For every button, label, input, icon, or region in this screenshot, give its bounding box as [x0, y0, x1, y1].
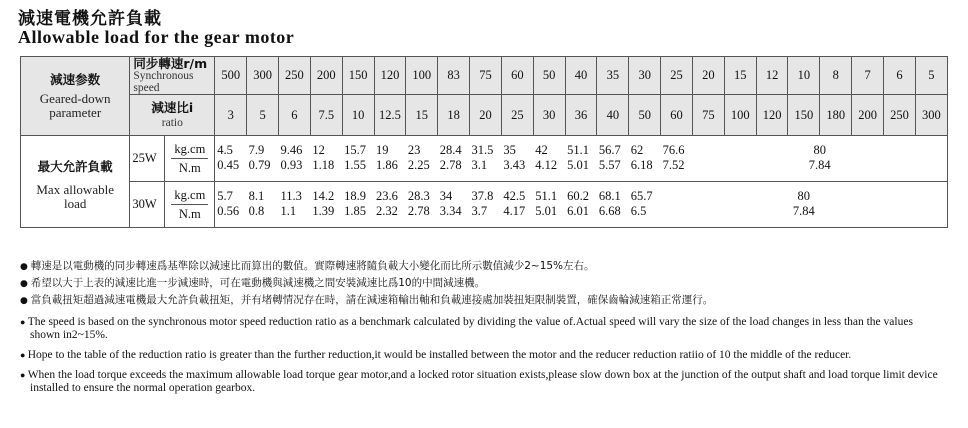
ratio-cell: 75 — [692, 95, 724, 136]
ratio-cell: 20 — [470, 95, 502, 136]
ratio-label-cell — [130, 95, 215, 136]
note-cn-text: 希望以大于上表的減速比進一步減速時，可在電動機與減速機之間安裝減速比爲10的中間減速機。 — [30, 277, 486, 289]
load-kgcm-value: 68.1 — [598, 188, 621, 203]
unit-cell — [165, 182, 215, 228]
load-nm-value: 5.57 — [598, 157, 621, 172]
load-row — [21, 136, 948, 182]
load-value-cell — [310, 182, 342, 228]
unit-kgcm: kg.cm — [171, 143, 208, 159]
load-nm-value: 2.78 — [407, 203, 430, 218]
note-cn-item — [20, 292, 713, 309]
load-value-cell — [247, 182, 279, 228]
load-kgcm-value: 4.5 — [217, 142, 233, 157]
speed-cell: 50 — [533, 57, 565, 95]
note-en-text: When the load torque exceeds the maximum allowable load torque gear motor,and a locked rotor situation exists,please slow down box at the junction of the output shaft and load torque limit device installed to ensure the normal operation gearbox. — [27, 369, 938, 394]
load-value-cell — [247, 136, 279, 182]
load-kgcm-value: 12 — [312, 142, 325, 157]
speed-cell: 12 — [756, 57, 788, 95]
load-value-cell — [278, 182, 310, 228]
load-value-cell — [533, 182, 565, 228]
ratio-cell: 200 — [852, 95, 884, 136]
note-en-text: Hope to the table of the reduction ratio is greater than the further reduction,it would be installed between the motor and the reducer reduction ratiio of 10 the middle of the reducer. — [27, 349, 852, 361]
power-cell: 30W — [130, 182, 165, 228]
load-kgcm-value: 9.46 — [280, 142, 303, 157]
load-nm-value: 6.68 — [598, 203, 621, 218]
load-nm-value: 5.01 — [535, 203, 558, 218]
load-nm-value: 3.43 — [503, 157, 526, 172]
load-value-cell — [533, 136, 565, 182]
ratio-cell: 250 — [884, 95, 916, 136]
load-nm-value: 1.86 — [376, 157, 398, 172]
load-nm-value: 4.12 — [535, 157, 558, 172]
load-value-cell — [406, 136, 438, 182]
load-kgcm-value: 5.7 — [217, 188, 233, 203]
load-value-cell — [438, 136, 470, 182]
unit-cell — [165, 136, 215, 182]
speed-cell: 15 — [724, 57, 756, 95]
note-cn-text: 轉速是以電動機的同步轉速爲基準除以減速比而算出的數值。實際轉速將隨負載大小變化而比所示數值減少2~15%左右。 — [30, 260, 595, 272]
ratio-cell: 15 — [406, 95, 438, 136]
speed-cell: 200 — [310, 57, 342, 95]
load-kgcm-value: 14.2 — [312, 188, 335, 203]
load-kgcm-value: 15.7 — [344, 142, 367, 157]
load-kgcm-value: 42.5 — [503, 188, 526, 203]
speed-cell: 35 — [597, 57, 629, 95]
load-nm-value: 0.79 — [248, 157, 271, 172]
load-kgcm-value: 51.1 — [567, 142, 589, 157]
max-load-cell — [692, 136, 947, 182]
unit-nm: N.m — [178, 206, 201, 221]
load-kgcm-value: 65.7 — [630, 188, 653, 203]
speed-cell: 75 — [470, 57, 502, 95]
load-label-cn: 最大允許負載 — [37, 159, 113, 175]
load-kgcm-value: 8.1 — [248, 188, 265, 203]
load-label-en: Max allowable load — [36, 182, 114, 212]
speed-cell: 250 — [278, 57, 310, 95]
speed-cell: 6 — [884, 57, 916, 95]
load-nm-value: 0.8 — [248, 203, 265, 218]
note-cn-item — [20, 258, 713, 275]
speed-cell: 7 — [852, 57, 884, 95]
load-nm-value: 6.01 — [567, 203, 589, 218]
ratio-cell: 25 — [501, 95, 533, 136]
load-kgcm-value: 35 — [503, 142, 516, 157]
load-kgcm-value: 18.9 — [344, 188, 367, 203]
load-kgcm-value: 51.1 — [535, 188, 558, 203]
header-row-speed — [21, 57, 948, 95]
max-nm-value: 7.84 — [808, 157, 831, 172]
load-kgcm-value: 28.3 — [407, 188, 430, 203]
bullet-icon: ● — [20, 279, 31, 289]
load-kgcm-value: 23.6 — [376, 188, 398, 203]
notes-chinese — [20, 258, 713, 309]
ratio-cell: 6 — [278, 95, 310, 136]
load-value-cell — [597, 182, 629, 228]
load-value-cell — [565, 182, 597, 228]
load-row — [21, 182, 948, 228]
ratio-cell: 36 — [565, 95, 597, 136]
bullet-icon: ● — [20, 262, 31, 272]
load-value-cell — [661, 136, 693, 182]
load-kgcm-value: 31.5 — [471, 142, 494, 157]
load-value-cell — [438, 182, 470, 228]
max-nm-value: 7.84 — [792, 203, 815, 218]
load-kgcm-value: 7.9 — [248, 142, 265, 157]
speed-cell: 150 — [342, 57, 374, 95]
speed-cell: 100 — [406, 57, 438, 95]
page-title-english: Allowable load for the gear motor — [18, 27, 295, 47]
load-nm-value: 0.93 — [280, 157, 303, 172]
allowable-load-table — [20, 56, 948, 228]
load-value-cell — [278, 136, 310, 182]
load-kgcm-value: 37.8 — [471, 188, 494, 203]
ratio-cell: 50 — [629, 95, 661, 136]
load-nm-value: 1.1 — [280, 203, 297, 218]
param-label-cell — [21, 57, 130, 136]
load-value-cell — [565, 136, 597, 182]
load-nm-value: 2.32 — [376, 203, 398, 218]
ratio-cell: 180 — [820, 95, 852, 136]
load-kgcm-value: 56.7 — [598, 142, 621, 157]
param-label-en: Geared-down parameter — [39, 90, 111, 120]
load-nm-value: 1.18 — [312, 157, 335, 172]
ratio-label-en: ratio — [161, 117, 183, 130]
ratio-cell: 40 — [597, 95, 629, 136]
load-kgcm-value: 34 — [439, 188, 453, 203]
speed-cell: 60 — [501, 57, 533, 95]
load-value-cell — [470, 182, 502, 228]
load-nm-value: 1.39 — [312, 203, 335, 218]
load-kgcm-value: 62 — [630, 142, 644, 157]
max-kgcm-value: 80 — [813, 142, 826, 157]
ratio-cell: 30 — [533, 95, 565, 136]
load-kgcm-value: 19 — [376, 142, 389, 157]
load-value-cell — [374, 136, 406, 182]
bullet-icon: ● — [20, 350, 28, 360]
speed-cell: 40 — [565, 57, 597, 95]
load-value-cell — [342, 136, 374, 182]
bullet-icon: ● — [20, 370, 28, 380]
ratio-label-cn: 減速比i — [151, 100, 194, 116]
ratio-cell: 300 — [915, 95, 947, 136]
ratio-cell: 12.5 — [374, 95, 406, 136]
load-value-cell — [597, 136, 629, 182]
load-nm-value: 1.55 — [344, 157, 367, 172]
load-value-cell — [406, 182, 438, 228]
speed-cell: 25 — [661, 57, 693, 95]
speed-cell: 300 — [247, 57, 279, 95]
note-cn-item — [20, 275, 713, 292]
load-kgcm-value: 28.4 — [439, 142, 462, 157]
speed-label-cell — [130, 57, 215, 95]
note-en-item — [20, 349, 940, 362]
speed-cell: 500 — [215, 57, 247, 95]
speed-cell: 10 — [788, 57, 820, 95]
speed-cell: 30 — [629, 57, 661, 95]
load-value-cell — [342, 182, 374, 228]
load-kgcm-value: 23 — [407, 142, 421, 157]
load-nm-value: 5.01 — [567, 157, 589, 172]
load-nm-value: 6.5 — [630, 203, 647, 218]
load-value-cell — [501, 182, 533, 228]
load-value-cell — [629, 136, 661, 182]
ratio-cell: 150 — [788, 95, 820, 136]
load-value-cell — [374, 182, 406, 228]
load-nm-value: 3.1 — [471, 157, 488, 172]
load-nm-value: 2.25 — [407, 157, 430, 172]
note-en-text: The speed is based on the synchronous motor speed reduction ratio as a benchmark calculated by dividing the value of.Actual speed will vary the size of the load changes in less than the values shown in2~15%. — [27, 316, 913, 341]
load-label-cell — [21, 136, 130, 228]
ratio-cell: 3 — [215, 95, 247, 136]
speed-cell: 20 — [692, 57, 724, 95]
max-load-cell — [661, 182, 948, 228]
load-value-cell — [501, 136, 533, 182]
load-nm-value: 3.34 — [439, 203, 462, 218]
unit-kgcm: kg.cm — [171, 189, 208, 205]
speed-cell: 120 — [374, 57, 406, 95]
ratio-cell: 100 — [724, 95, 756, 136]
ratio-cell: 60 — [661, 95, 693, 136]
speed-cell: 5 — [915, 57, 947, 95]
load-nm-value: 0.56 — [217, 203, 240, 218]
load-nm-value: 1.85 — [344, 203, 367, 218]
bullet-icon: ● — [20, 296, 31, 306]
header-row-ratio — [21, 95, 948, 136]
load-nm-value: 4.17 — [503, 203, 526, 218]
load-value-cell — [310, 136, 342, 182]
bullet-icon: ● — [20, 317, 28, 327]
notes-english — [20, 316, 940, 402]
speed-label-cn: 同步轉速r/m — [133, 56, 208, 71]
load-nm-value: 7.52 — [662, 157, 685, 172]
ratio-cell: 18 — [438, 95, 470, 136]
max-kgcm-value: 80 — [797, 188, 811, 203]
speed-cell: 83 — [438, 57, 470, 95]
load-kgcm-value: 76.6 — [662, 142, 685, 157]
load-kgcm-value: 60.2 — [567, 188, 589, 203]
param-label-cn: 減速参数 — [50, 71, 101, 87]
load-value-cell — [215, 136, 247, 182]
load-kgcm-value: 11.3 — [280, 188, 302, 203]
speed-label-en: Synchronous speed — [133, 70, 194, 95]
load-value-cell — [215, 182, 247, 228]
note-cn-text: 當負載扭矩超過減速電機最大允許負載扭矩，并有堵轉情况存在時，請在減速箱輸出軸和負載連接處加裝扭矩限制裝置，確保齒輪減速箱正常運行。 — [30, 294, 714, 306]
ratio-cell: 10 — [342, 95, 374, 136]
load-kgcm-value: 42 — [535, 142, 548, 157]
load-nm-value: 2.78 — [439, 157, 462, 172]
power-cell: 25W — [130, 136, 165, 182]
unit-nm: N.m — [178, 160, 201, 175]
note-en-item — [20, 316, 940, 342]
page-title-chinese: 減速電機允許負載 — [18, 9, 162, 29]
speed-cell: 8 — [820, 57, 852, 95]
note-en-item — [20, 369, 940, 395]
load-value-cell — [629, 182, 661, 228]
ratio-cell: 5 — [247, 95, 279, 136]
load-nm-value: 0.45 — [217, 157, 240, 172]
ratio-cell: 120 — [756, 95, 788, 136]
load-nm-value: 6.18 — [630, 157, 653, 172]
load-nm-value: 3.7 — [471, 203, 488, 218]
load-value-cell — [470, 136, 502, 182]
ratio-cell: 7.5 — [310, 95, 342, 136]
